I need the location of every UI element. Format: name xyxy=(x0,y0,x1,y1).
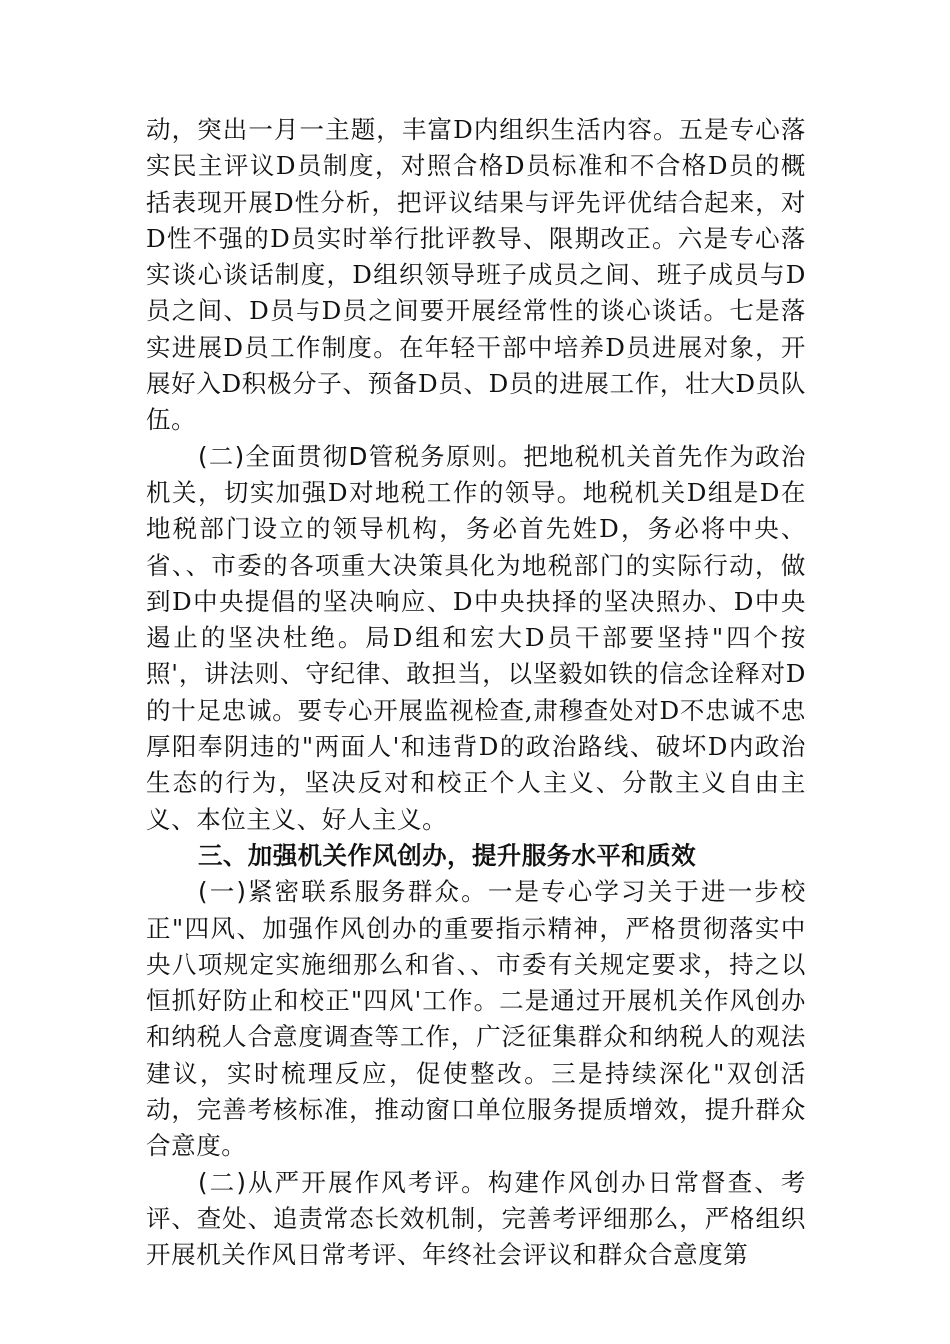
document-body xyxy=(146,112,806,1274)
paragraph-text: 把地税机关首先作为政治机关，切实加强D对地税工作的领导。地税机关D组是D在地税部门设立的领导机构，务必首先姓D，务必将中央、省、、市委的各项重大决策具化为地税部门的实际行动，做到D中央提倡的坚决响应、D中央抉择的坚决照办、D中央遏止的坚决杜绝。局D组和宏大D员干部要坚持"四个按照'，讲法则、守纪律、敢担当，以坚毅如铁的信念诠释对D的十足忠诚。要专心开展监视检查,肃穆查处对D不忠诚不忠厚阳奉阴违的"两面人'和违背D的政治路线、破坏D内政治生态的行为，坚决反对和校正个人主义、分散主义自由主义、本位主义、好人主义。 xyxy=(146,441,806,834)
paragraph-continued xyxy=(146,112,806,439)
paragraph-lead-heading: (一)紧密联系服务群众。 xyxy=(198,877,488,907)
paragraph-lead-heading: (二)从严开展作风考评。 xyxy=(198,1167,488,1197)
paragraph-lead-heading: (二)全面贯彻D管税务原则。 xyxy=(198,441,524,471)
section-heading: 三、加强机关作风创办，提升服务水平和质效 xyxy=(198,840,696,870)
paragraph-style-evaluation xyxy=(146,1165,806,1274)
paragraph-text: 一是专心学习关于进一步校正"四风、加强作风创办的重要指示精神，严格贯彻落实中央八项规定实施细那么和省、、市委有关规定要求，持之以恒抓好防止和校正"四风'工作。二是通过开展机关作风创办和纳税人合意度调查等工作，广泛征集群众和纳税人的观法建议，实时梳理反应，促使整改。三是持续深化"双创活动，完善考核标准，推动窗口单位服务提质增效，提升群众合意度。 xyxy=(146,877,806,1161)
paragraph-serve-masses xyxy=(146,874,806,1164)
paragraph-text: 动，突出一月一主题，丰富D内组织生活内容。五是专心落实民主评议D员制度，对照合格D员标准和不合格D员的概括表现开展D性分析，把评议结果与评先评优结合起来，对D性不强的D员实时举行批评教导、限期改正。六是专心落实谈心谈话制度，D组织领导班子成员之间、班子成员与D员之间、D员与D员之间要开展经常性的谈心谈话。七是落实进展D员工作制度。在年轻干部中培养D员进展对象，开展好入D积极分子、预备D员、D员的进展工作，壮大D员队伍。 xyxy=(146,115,806,435)
paragraph-text: 构建作风创办日常督查、考评、查处、追责常态长效机制，完善考评细那么，严格组织开展机关作风日常考评、年终社会评议和群众合意度第 xyxy=(146,1167,806,1270)
paragraph-party-tax-principle xyxy=(146,439,806,838)
